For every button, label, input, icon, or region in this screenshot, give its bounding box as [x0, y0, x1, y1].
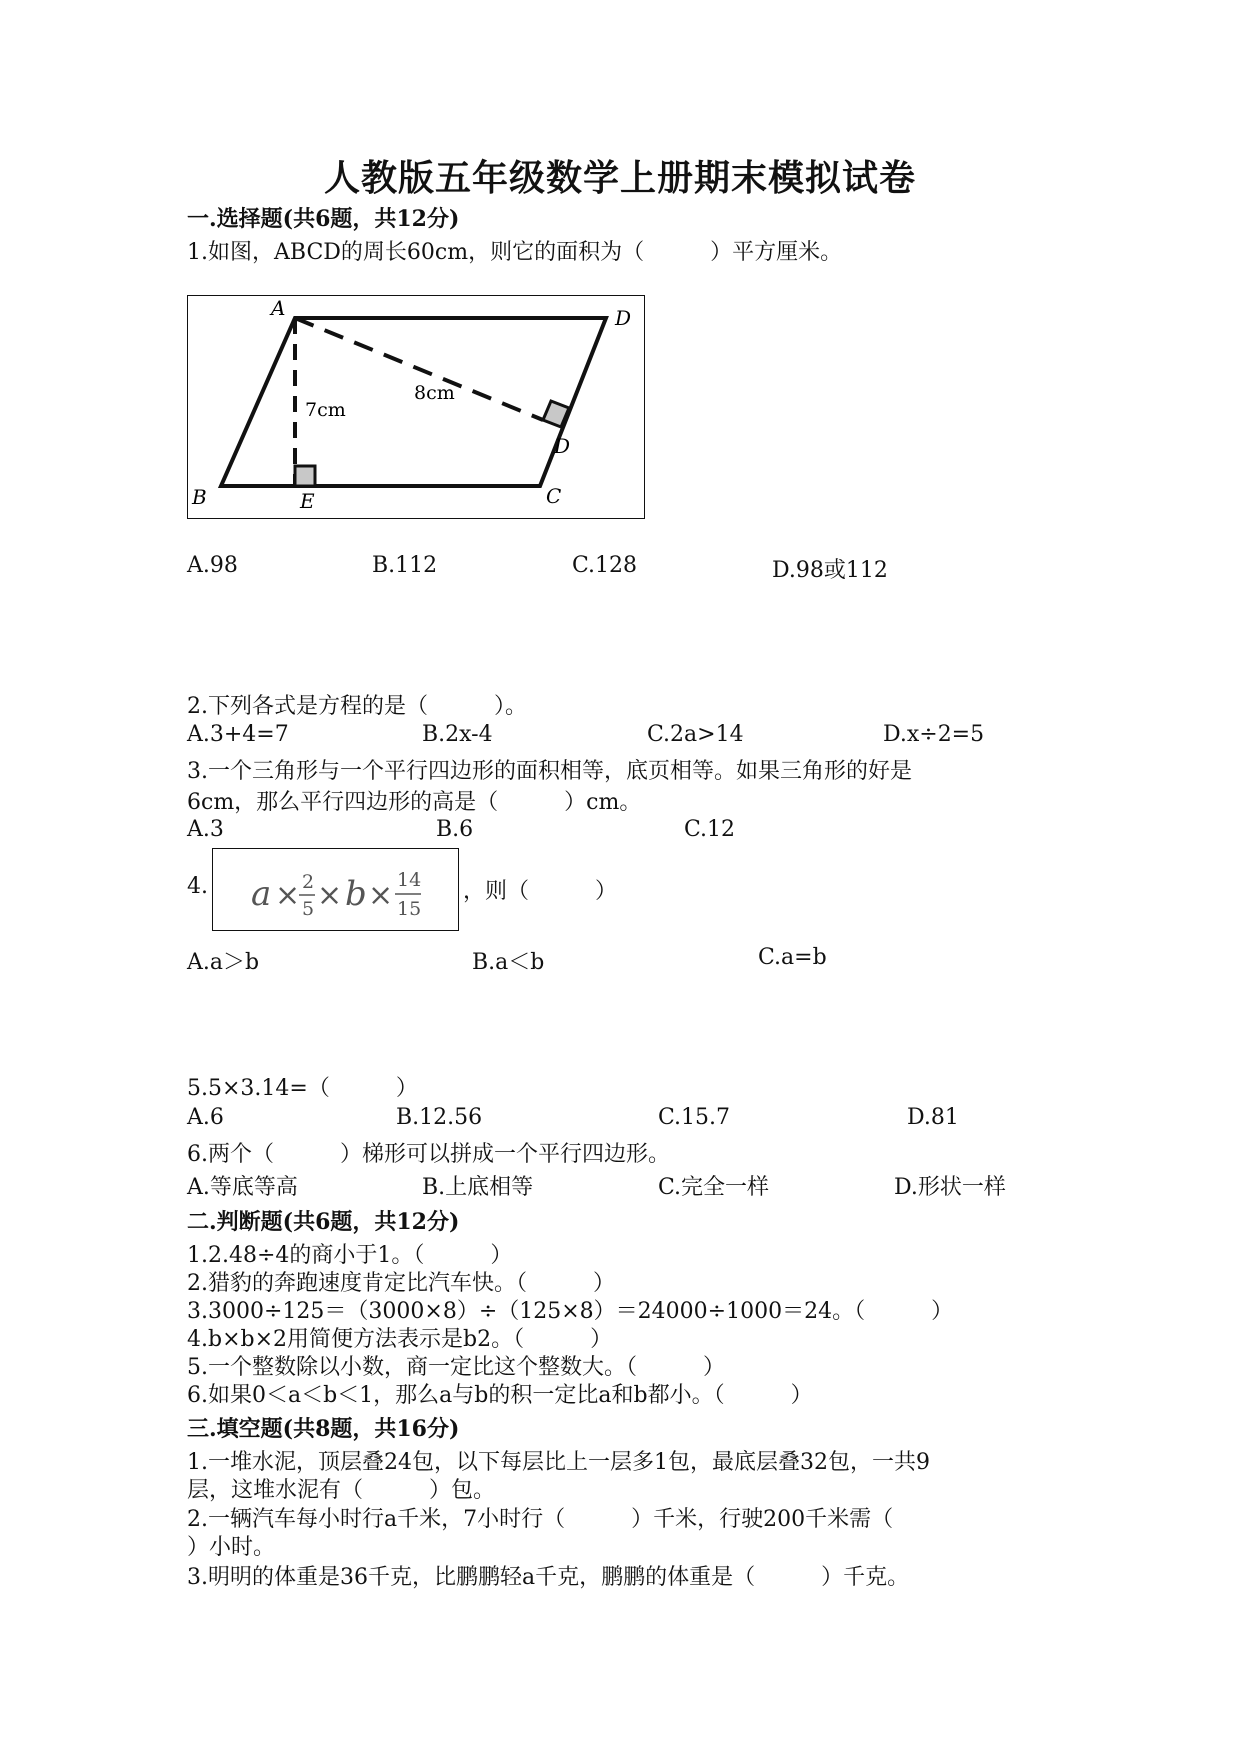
q1-option-b: B.112 — [372, 553, 438, 578]
fill-q1-line2: 层，这堆水泥有（ ）包。 — [187, 1478, 496, 1503]
q5-option-a: A.6 — [187, 1105, 224, 1130]
q3-option-c: C.12 — [684, 817, 736, 842]
judgment-item: 6.如果0＜a＜b＜1，那么a与b的积一定比a和b都小。（ ） — [187, 1383, 813, 1408]
formula-frac1-num: 2 — [302, 871, 315, 893]
q3-option-b: B.6 — [436, 817, 474, 842]
parallelogram-figure — [187, 295, 645, 519]
judgment-item: 3.3000÷125＝（3000×8）÷（125×8）＝24000÷1000＝24。（ ） — [187, 1299, 954, 1324]
judgment-item: 4.b×b×2用简便方法表示是b2。（ ） — [187, 1327, 613, 1352]
q4-option-a: A.a＞b — [187, 950, 260, 975]
vertex-label-a: A — [271, 296, 286, 320]
q3-option-a: A.3 — [187, 817, 224, 842]
fill-q2-line2: ）小时。 — [187, 1535, 276, 1560]
judgment-item: 2.猎豹的奔跑速度肯定比汽车快。（ ） — [187, 1271, 615, 1296]
formula-times-2: × — [317, 878, 343, 913]
question-4-number: 4. — [187, 874, 208, 899]
section-header-fill-blank: 三.填空题(共8题，共16分) — [187, 1416, 460, 1442]
q6-option-b: B.上底相等 — [422, 1175, 534, 1200]
q4-option-b: B.a＜b — [472, 950, 545, 975]
q4-option-c: C.a=b — [758, 945, 827, 970]
page-title: 人教版五年级数学上册期末模拟试卷 — [323, 157, 916, 199]
formula-frac2-num: 14 — [397, 869, 422, 891]
vertex-label-d-foot: D — [554, 434, 571, 458]
question-1-stem: 1.如图，ABCD的周长60cm，则它的面积为（ ）平方厘米。 — [187, 240, 843, 265]
vertex-label-e: E — [300, 489, 315, 513]
fill-q2-line1: 2.一辆汽车每小时行a千米，7小时行（ ）千米，行驶200千米需（ — [187, 1507, 894, 1532]
q1-option-c: C.128 — [572, 553, 638, 578]
height-label-7cm: 7cm — [305, 399, 346, 421]
vertex-label-c: C — [546, 484, 562, 508]
formula-frac2-den: 15 — [397, 898, 422, 920]
q1-option-d: D.98或112 — [772, 558, 888, 583]
q5-option-b: B.12.56 — [396, 1105, 483, 1130]
height-label-8cm: 8cm — [414, 382, 455, 404]
q6-option-a: A.等底等高 — [187, 1175, 298, 1200]
section-header-judgment: 二.判断题(共6题，共12分) — [187, 1209, 460, 1235]
right-angle-mark-e — [295, 466, 315, 486]
q5-option-c: C.15.7 — [658, 1105, 731, 1130]
formula-times-3: × — [368, 878, 394, 913]
vertex-label-d-top: D — [615, 306, 632, 330]
judgment-item: 5.一个整数除以小数，商一定比这个整数大。（ ） — [187, 1355, 725, 1380]
question-3-stem-line2: 6cm，那么平行四边形的高是（ ）cm。 — [187, 790, 642, 815]
q1-option-a: A.98 — [187, 553, 238, 578]
question-3-stem-line1: 3.一个三角形与一个平行四边形的面积相等，底页相等。如果三角形的好是 — [187, 759, 912, 784]
question-2-stem: 2.下列各式是方程的是（ ）。 — [187, 694, 527, 719]
question-6-stem: 6.两个（ ）梯形可以拼成一个平行四边形。 — [187, 1142, 670, 1167]
parallelogram-diagram — [188, 296, 646, 520]
formula-var-a: a — [251, 874, 272, 914]
question-5-stem: 5.5×3.14=（ ） — [187, 1076, 418, 1101]
q2-option-a: A.3+4=7 — [187, 722, 289, 747]
q6-option-c: C.完全一样 — [658, 1175, 770, 1200]
formula-box — [212, 848, 459, 931]
judgment-item: 1.2.48÷4的商小于1。（ ） — [187, 1243, 513, 1268]
formula-times-1: × — [275, 878, 301, 913]
q2-option-c: C.2a>14 — [647, 722, 744, 747]
formula-var-b: b — [345, 874, 367, 914]
formula-frac1-den: 5 — [302, 898, 315, 920]
question-4-tail: ，则（ ） — [463, 879, 618, 904]
fill-q3: 3.明明的体重是36千克，比鹏鹏轻a千克，鹏鹏的体重是（ ）千克。 — [187, 1565, 910, 1590]
q2-option-b: B.2x-4 — [422, 722, 493, 747]
fill-q1-line1: 1.一堆水泥，顶层叠24包，以下每层比上一层多1包，最底层叠32包，一共9 — [187, 1450, 930, 1475]
formula-expression — [213, 849, 460, 932]
section-header-choice: 一.选择题(共6题，共12分) — [187, 206, 460, 232]
vertex-label-b: B — [192, 485, 207, 509]
q2-option-d: D.x÷2=5 — [883, 722, 985, 747]
q5-option-d: D.81 — [907, 1105, 959, 1130]
q6-option-d: D.形状一样 — [894, 1175, 1006, 1200]
